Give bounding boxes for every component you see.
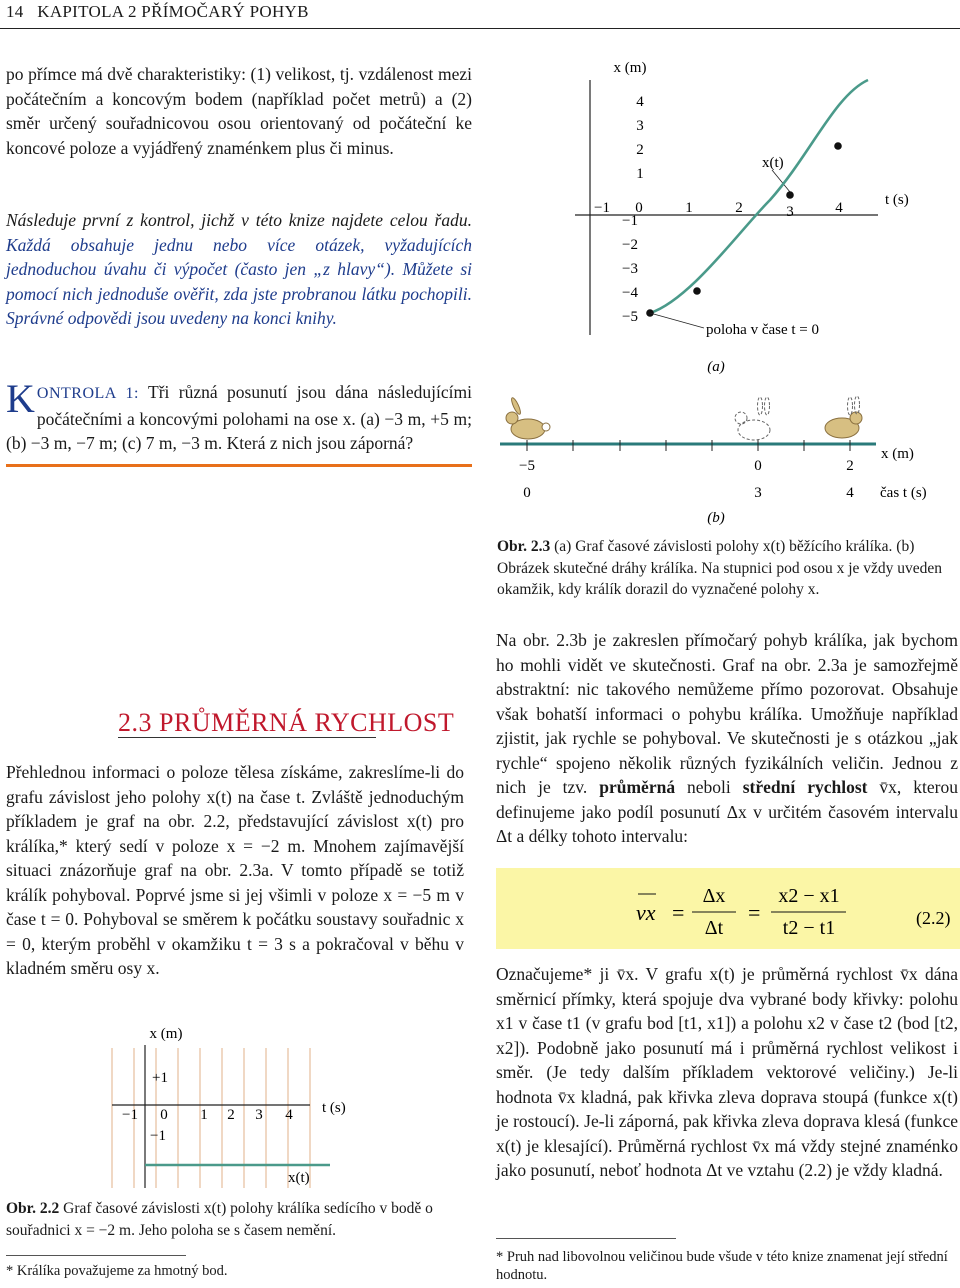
track-t-0: 0 (523, 485, 531, 501)
t-tick-4: 4 (835, 200, 843, 216)
y-tick-neg2: −2 (622, 237, 638, 253)
chapter-title: KAPITOLA 2 PŘÍMOČARÝ POHYB (37, 2, 309, 21)
kontrola-box (6, 376, 473, 467)
italic-note-part1: Následuje první z kontrol, jichž v této knize najdete celou řadu. (6, 210, 472, 230)
caption-label: Obr. 2.2 (6, 1200, 60, 1217)
y-tick-neg3: −3 (622, 261, 638, 277)
data-point-t4 (834, 142, 842, 150)
y-tick-neg1: −1 (150, 1128, 166, 1144)
t-axis-label: t (s) (885, 192, 909, 208)
equation-2-2 (496, 868, 960, 949)
footnote-rule-right (496, 1238, 676, 1239)
t-tick-0: 0 (635, 200, 643, 216)
eq-equals-2: = (748, 900, 761, 925)
position-curve (650, 80, 868, 313)
intro-paragraph: po přímce má dvě charakteristiky: (1) velikost, tj. vzdálenost mezi počátečním a koncovým bodem (například počet metrů) a (2) směr určený souřadnicovou osou orientovaný od počáteční ke koncové poloze a vyjádřený znaménkem plus či minus. (6, 64, 472, 158)
y-tick-3: 3 (636, 118, 644, 134)
section-heading: 2.3 PRŮMĚRNÁ RYCHLOST (118, 708, 455, 737)
figure-2-2-graph (112, 1026, 346, 1188)
panel-b-label: (b) (707, 510, 725, 526)
page-header (6, 2, 309, 22)
rabbit-icon (506, 397, 550, 439)
eq-number: (2.2) (916, 908, 951, 928)
data-point-t3 (786, 191, 794, 199)
eq-num2: x2 − x1 (778, 885, 840, 907)
track-t-3: 3 (754, 485, 762, 501)
eq-num1: Δx (702, 885, 726, 907)
figure-2-3a-graph (575, 60, 909, 375)
y-tick-2: 2 (636, 142, 644, 158)
eq-lhs: vx (636, 900, 656, 925)
y-tick-4: 4 (636, 94, 644, 110)
caption-text: (a) Graf časové závislosti polohy x(t) běžícího králíka. (b) Obrázek skutečné dráhy králíka. Na stupnici pod osou x je vždy uveden okamžik, kdy králík dorazil do vyznačené polohy x. (497, 538, 943, 598)
y-axis-label: x (m) (613, 60, 647, 76)
footnote-rule-left (6, 1255, 186, 1256)
page-number: 14 (6, 2, 24, 21)
y-tick-neg4: −4 (622, 285, 638, 301)
y-tick-neg1: −1 (622, 213, 638, 229)
rabbit-ghost-icon-2 (825, 396, 862, 438)
t-tick-1: 1 (200, 1107, 208, 1123)
track-t-4: 4 (846, 485, 854, 501)
t-tick-3: 3 (255, 1107, 263, 1123)
y-axis-label: x (m) (149, 1026, 183, 1042)
caption-text: Graf časové závislosti x(t) polohy králíka sedícího v bodě o souřadnici x = −2 m. Jeho poloha se s časem nemění. (6, 1200, 433, 1239)
t-tick-2: 2 (735, 200, 743, 216)
grid (112, 1048, 310, 1188)
t-tick-0: 0 (160, 1107, 168, 1123)
t-axis-label: t (s) (322, 1100, 346, 1116)
data-point-t1 (693, 287, 701, 295)
track-x-unit: x (m) (881, 446, 914, 462)
rabbit-ghost-icon (735, 397, 770, 440)
kontrola-initial: K (6, 376, 35, 421)
y-tick-plus1: +1 (152, 1070, 168, 1086)
eq-equals-1: = (672, 900, 685, 925)
panel-a-label: (a) (707, 359, 725, 375)
t-tick-1: 1 (685, 200, 693, 216)
left-main-paragraph: Přehlednou informaci o poloze tělesa získáme, zakreslíme-li do grafu závislost jeho polohy x(t) na čase t. Zvláště jednoduchým příkladem je graf na obr. 2.2, představující závislost x(t) pro králíka,* který sedí v poloze x = −2 m. Mnohem zajímavější situaci znázorňuje graf na obr. 2.3a. V tomto případě se totiž králík pohyboval. Poprvé jsme si jej všimli v poloze x = −5 m v čase t = 0. Pohyboval se směrem k počátku soustavy souřadnic x = 0, kterým proběhl v okamžiku t = 3 s a pokračoval v běhu v kladném směru osy x. (6, 762, 464, 978)
eq-den1: Δt (704, 917, 724, 939)
figure-2-3 (490, 50, 960, 530)
t-tick-3: 3 (786, 204, 794, 220)
figure-2-2 (100, 1020, 370, 1195)
t-tick-4: 4 (285, 1107, 293, 1123)
start-label: poloha v čase t = 0 (706, 322, 820, 338)
section-rule (118, 737, 376, 738)
curve-label: x(t) (288, 1170, 310, 1186)
italic-note (6, 208, 472, 331)
footnote-right: * Pruh nad libovolnou veličinou bude všude v této knize znamenat její střední hodnotu. (496, 1249, 948, 1283)
figure-2-3-caption (497, 536, 959, 601)
t-tick-2: 2 (227, 1107, 235, 1123)
kontrola-text: Tři různá posunutí jsou dána následujícími počátečními a koncovými polohami na ose x. (a) −3 m, +5 m; (b) −3 m, −7 m; (c) 7 m, −3 m. Která z nich jsou záporná? (6, 382, 473, 453)
y-tick-neg5: −5 (622, 309, 638, 325)
term-average: průměrná (599, 777, 676, 797)
italic-note-part2: Každá obsahuje jednu nebo více otázek, vyžadujících jednoduchou úvahu či výpočet (často jen „z hlavy“). Můžete si pomocí nich jednoduše ověřit, zda jste probranou látku pochopili. Správné odpovědi jsou uvedeny na konci knihy. (6, 234, 472, 328)
eq-den2: t2 − t1 (782, 917, 836, 939)
header-rule (0, 28, 960, 29)
t-tick-neg1: −1 (122, 1107, 138, 1123)
y-tick-1: 1 (636, 166, 644, 182)
right-paragraph-1: Na obr. 2.3b je zakreslen přímočarý pohyb králíka, jak bychom ho mohli vidět ve skutečnosti. Graf na obr. 2.3a je samozřejmě abstraktní: nic takového nemůžeme přímo pozorovat. Obsahuje však bohatší informaci o pohybu králíka. Umožňuje například zjistit, jak rychle se pohyboval. Ve skutečnosti je s otázkou „jak rychle“ spojeno několik různých fyzikálních veličin. Jednou z nich je tzv. průměrná neboli střední rychlost v̄x, kterou definujeme jako podíl posunutí Δx v určitém časovém intervalu Δt a délky tohoto intervalu: (496, 630, 958, 846)
track-x-2: 2 (846, 458, 854, 474)
term-mean-velocity: střední rychlost (742, 777, 868, 797)
figure-2-2-caption (6, 1198, 466, 1241)
figure-2-3b-track (500, 396, 927, 526)
right-paragraph-2: Označujeme* ji v̄x. V grafu x(t) je průměrná rychlost v̄x dána směrnicí přímky, která spojuje dva vybrané body křivky: polohu x1 v čase t1 (v grafu bod [t1, x1]) a polohu x2 v čase t2 (bod [t2, x2]). Podobně jako posunutí má i průměrná rychlost velikost i směr. (Je tedy dalším příkladem vektorové veličiny.) Je-li hodnota v̄x kladná, pak křivka zleva doprava stoupá (funkce x(t) je rostoucí). Je-li záporná, pak křivka zleva doprava klesá (funkce x(t) je klesající). Průměrná rychlost v̄x má vždy stejné znaménko jako posunutí, neboť hodnota Δt ve vztahu (2.2) je vždy kladná. (496, 964, 958, 1180)
curve-label: x(t) (762, 155, 784, 171)
track-x-0: 0 (754, 458, 762, 474)
track-t-unit: čas t (s) (880, 485, 927, 501)
kontrola-title: ONTROLA 1: (36, 385, 139, 402)
t-tick-neg1: −1 (594, 200, 610, 216)
caption-label: Obr. 2.3 (497, 538, 551, 555)
footnote-left: * Králíka považujeme za hmotný bod. (6, 1263, 228, 1279)
start-leader (650, 313, 704, 328)
track-x-neg5: −5 (519, 458, 535, 474)
